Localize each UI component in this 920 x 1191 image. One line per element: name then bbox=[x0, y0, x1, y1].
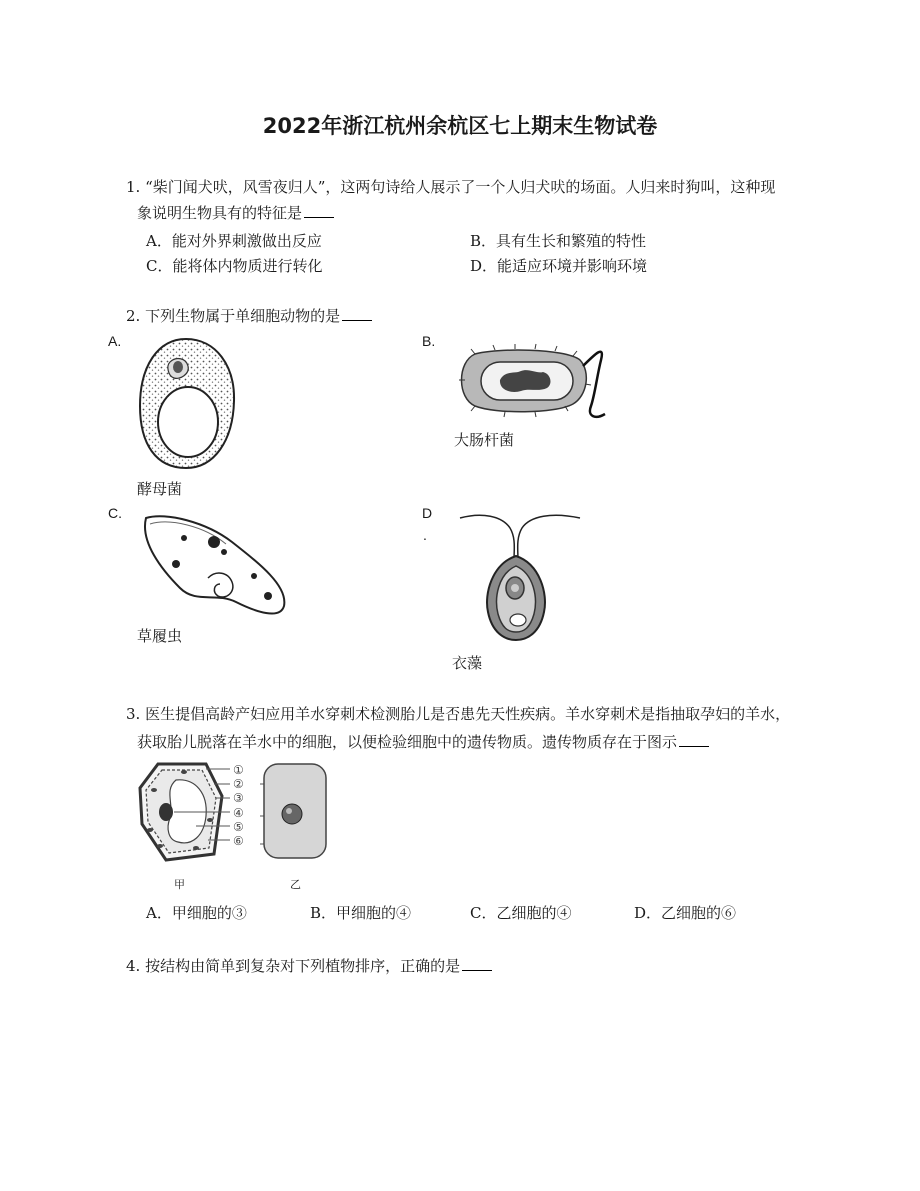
q2-caption-c: 草履虫 bbox=[137, 627, 183, 645]
q2-option-d-label[interactable]: D bbox=[422, 505, 433, 521]
q3-option-d[interactable]: D．乙细胞的⑥ bbox=[634, 904, 737, 922]
answer-blank bbox=[304, 203, 334, 218]
q1-option-b[interactable]: B．具有生长和繁殖的特性 bbox=[470, 232, 647, 250]
q1-stem-line1: 1. “柴门闻犬吠，风雪夜归人”，这两句诗给人展示了一个人归犬吠的场面。人归来时狗叫，这种现 bbox=[126, 178, 776, 196]
q2-caption-d: 衣藻 bbox=[452, 654, 483, 672]
figure-label-jia: 甲 bbox=[174, 878, 185, 891]
q1-option-a[interactable]: A．能对外界刺激做出反应 bbox=[146, 232, 322, 250]
q4-stem-text: 4. 按结构由简单到复杂对下列植物排序，正确的是 bbox=[126, 957, 461, 975]
q2-caption-a: 酵母菌 bbox=[137, 480, 183, 498]
q2-option-c-label[interactable]: C. bbox=[108, 505, 122, 521]
q1-stem-text: 象说明生物具有的特征是 bbox=[137, 204, 303, 222]
q1-option-c[interactable]: C．能将体内物质进行转化 bbox=[146, 257, 323, 275]
q3-option-a[interactable]: A．甲细胞的③ bbox=[146, 904, 247, 922]
q2-stem-text: 2. 下列生物属于单细胞动物的是 bbox=[126, 307, 341, 325]
page-title: 2022年浙江杭州余杭区七上期末生物试卷 bbox=[262, 114, 658, 138]
q2-option-d-dot: . bbox=[423, 527, 427, 543]
q1-stem-line2 bbox=[137, 200, 334, 226]
q2-stem bbox=[126, 303, 372, 329]
figure-number-2: ② bbox=[233, 777, 244, 792]
figure-number-5: ⑤ bbox=[233, 819, 244, 834]
figure-number-6: ⑥ bbox=[233, 834, 244, 849]
figure-number-1: ① bbox=[233, 763, 244, 777]
figure-label-yi: 乙 bbox=[290, 878, 301, 891]
paramecium-illustration bbox=[136, 512, 288, 620]
q2-caption-b: 大肠杆菌 bbox=[454, 431, 515, 449]
q3-stem-text: 获取胎儿脱落在羊水中的细胞，以便检验细胞中的遗传物质。遗传物质存在于图示 bbox=[137, 733, 678, 751]
q1-option-d[interactable]: D．能适应环境并影响环境 bbox=[470, 257, 648, 275]
figure-number-3: ③ bbox=[233, 791, 244, 806]
answer-blank bbox=[679, 732, 709, 747]
yeast-cell-illustration bbox=[136, 336, 238, 472]
answer-blank bbox=[462, 956, 492, 971]
cell-figure-numbers bbox=[233, 763, 244, 848]
q3-stem-line1: 3. 医生提倡高龄产妇应用羊水穿刺术检测胎儿是否患先天性疾病。羊水穿刺术是指抽取孕妇的羊水， bbox=[126, 705, 791, 723]
q3-option-b[interactable]: B．甲细胞的④ bbox=[310, 904, 412, 922]
q3-option-c[interactable]: C．乙细胞的④ bbox=[470, 904, 572, 922]
q4-stem bbox=[126, 953, 492, 979]
q2-option-b-label[interactable]: B. bbox=[422, 333, 436, 349]
q2-option-a-label[interactable]: A. bbox=[108, 333, 122, 349]
q3-stem-line2 bbox=[137, 729, 709, 755]
e-coli-illustration bbox=[455, 344, 615, 424]
chlamydomonas-illustration bbox=[452, 508, 582, 650]
answer-blank bbox=[342, 306, 372, 321]
figure-number-4: ④ bbox=[233, 805, 244, 820]
